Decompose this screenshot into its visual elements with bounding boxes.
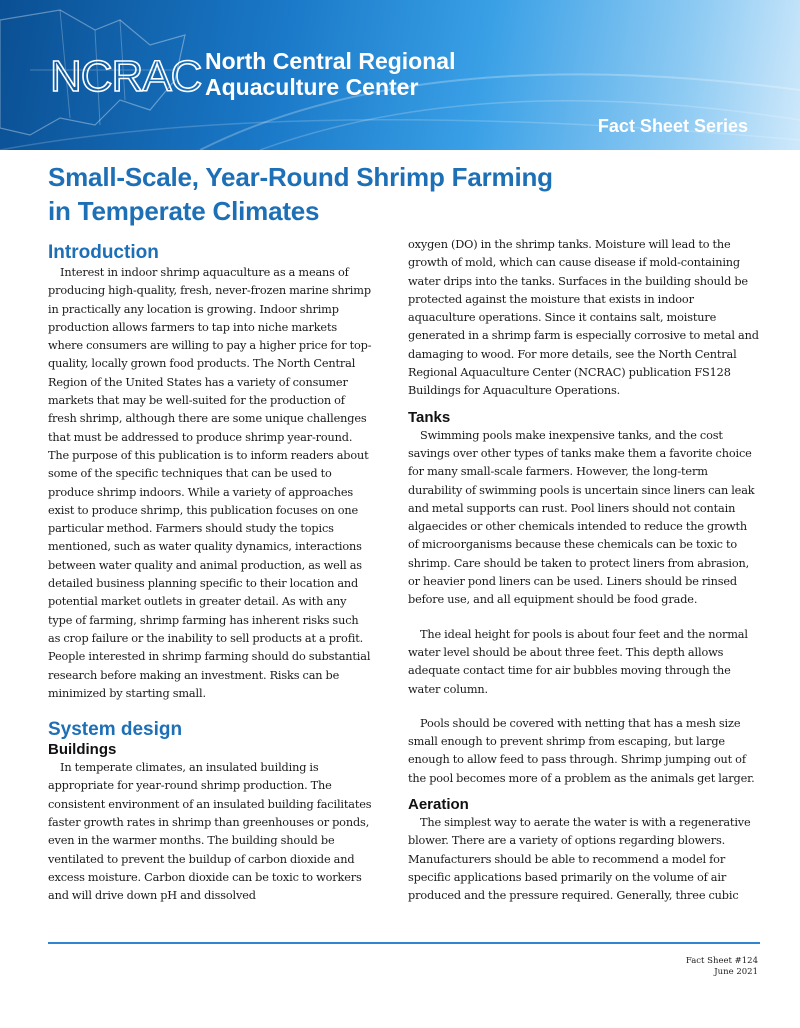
footer-divider (48, 942, 760, 944)
title-line2: in Temperate Climates (48, 196, 320, 226)
introduction-paragraph: Interest in indoor shrimp aquaculture as a means of producing high-quality, fresh, never-frozen marine shrimp in practically any location is growing. Indoor shrimp production allows farmers to tap into niche markets where consumers are willing to pay a higher price for top-quality, locally grown food products. The North Central Region of the United States has a variety of consumer markets that may be well-suited for the production of fresh shrimp, although there are some unique challenges that must be addressed to produce shrimp year-round. The purpose of this publication is to inform readers about some of the specific techniques that can be used to produce shrimp indoors. While a variety of approaches exist to produce shrimp, this publication focuses on one particular method. Farmers should study the topics mentioned, such as water quality dynamics, interactions between water quality and animal production, as well as detailed business planning specific to their location and potential market outlets in greater detail. As with any type of farming, shrimp farming has inherent risks such as crop failure or the inability to sell products at a profit. People interested in shrimp farming should do substantial research before making an investment. Risks can be minimized by starting small. (48, 266, 372, 700)
organization-name (205, 48, 455, 100)
footer-info (686, 956, 758, 978)
tanks-paragraph-1: Swimming pools make inexpensive tanks, and the cost savings over other types of tanks make them a favorite choice for many small-scale farmers. However, the long-term durability of swimming pools is uncertain since liners can leak and metal supports can rust. Pool liners should not contain algaecides or other chemicals intended to reduce the growth of microorganisms because these chemicals can be toxic to shrimp. Care should be taken to protect liners from abrasion, or heavier pond liners can be used. Liners should be rinsed before use, and all equipment should be food grade. (408, 428, 755, 607)
aeration-paragraph: The simplest way to aerate the water is with a regenerative blower. There are a variety of options regarding blowers. Manufacturers should be able to recommend a model for specific applications based primarily on the volume of air produced and the pressure required. Generally, three cubic (408, 816, 751, 903)
right-column (408, 236, 760, 906)
fact-sheet-number: Fact Sheet #124 (685, 956, 758, 966)
page-title (48, 160, 768, 228)
introduction-heading: Introduction (48, 242, 159, 263)
header-banner (0, 0, 800, 150)
org-name-line1: North Central Regional (205, 48, 456, 74)
buildings-paragraph: In temperate climates, an insulated building is appropriate for year-round shrimp production. The consistent environment of an insulated building facilitates faster growth rates in shrimp than greenhouses or ponds, even in the warmer months. The building should be ventilated to prevent the buildup of carbon dioxide and excess moisture. Carbon dioxide can be toxic to workers and will drive down pH and dissolved (48, 761, 372, 903)
aeration-heading: Aeration (408, 796, 469, 814)
tanks-heading: Tanks (408, 408, 451, 426)
org-name-line2: Aquaculture Center (205, 74, 419, 100)
buildings-heading: Buildings (48, 741, 117, 759)
title-line1: Small-Scale, Year-Round Shrimp Farming (48, 162, 553, 192)
system-design-heading: System design (48, 719, 183, 741)
series-label: Fact Sheet Series (597, 116, 748, 136)
tanks-paragraph-3: Pools should be covered with netting that has a mesh size small enough to prevent shrimp from escaping, but large enough to allow feed to pass through. Shrimp jumping out of the pool becomes more of a problem as the animals get larger. (408, 716, 755, 785)
publication-date: June 2021 (714, 967, 758, 977)
tanks-paragraph-2: The ideal height for pools is about four feet and the normal water level should be about three feet. This depth allows adequate contact time for air bubbles moving through the water column. (408, 627, 748, 696)
buildings-paragraph-continued: oxygen (DO) in the shrimp tanks. Moisture will lead to the growth of mold, which can cause disease if mold-containing water drips into the tanks. Surfaces in the building should be protected against the moisture that exists in indoor aquaculture operations. Since it contains salt, moisture generated in a shrimp farm is especially corrosive to metal and damaging to wood. For more details, see the North Central Regional Aquaculture Center (NCRAC) publication FS128 Buildings for Aquaculture Operations. (408, 238, 759, 398)
ncrac-logo: NCRAC (50, 52, 202, 101)
left-column (48, 242, 373, 906)
